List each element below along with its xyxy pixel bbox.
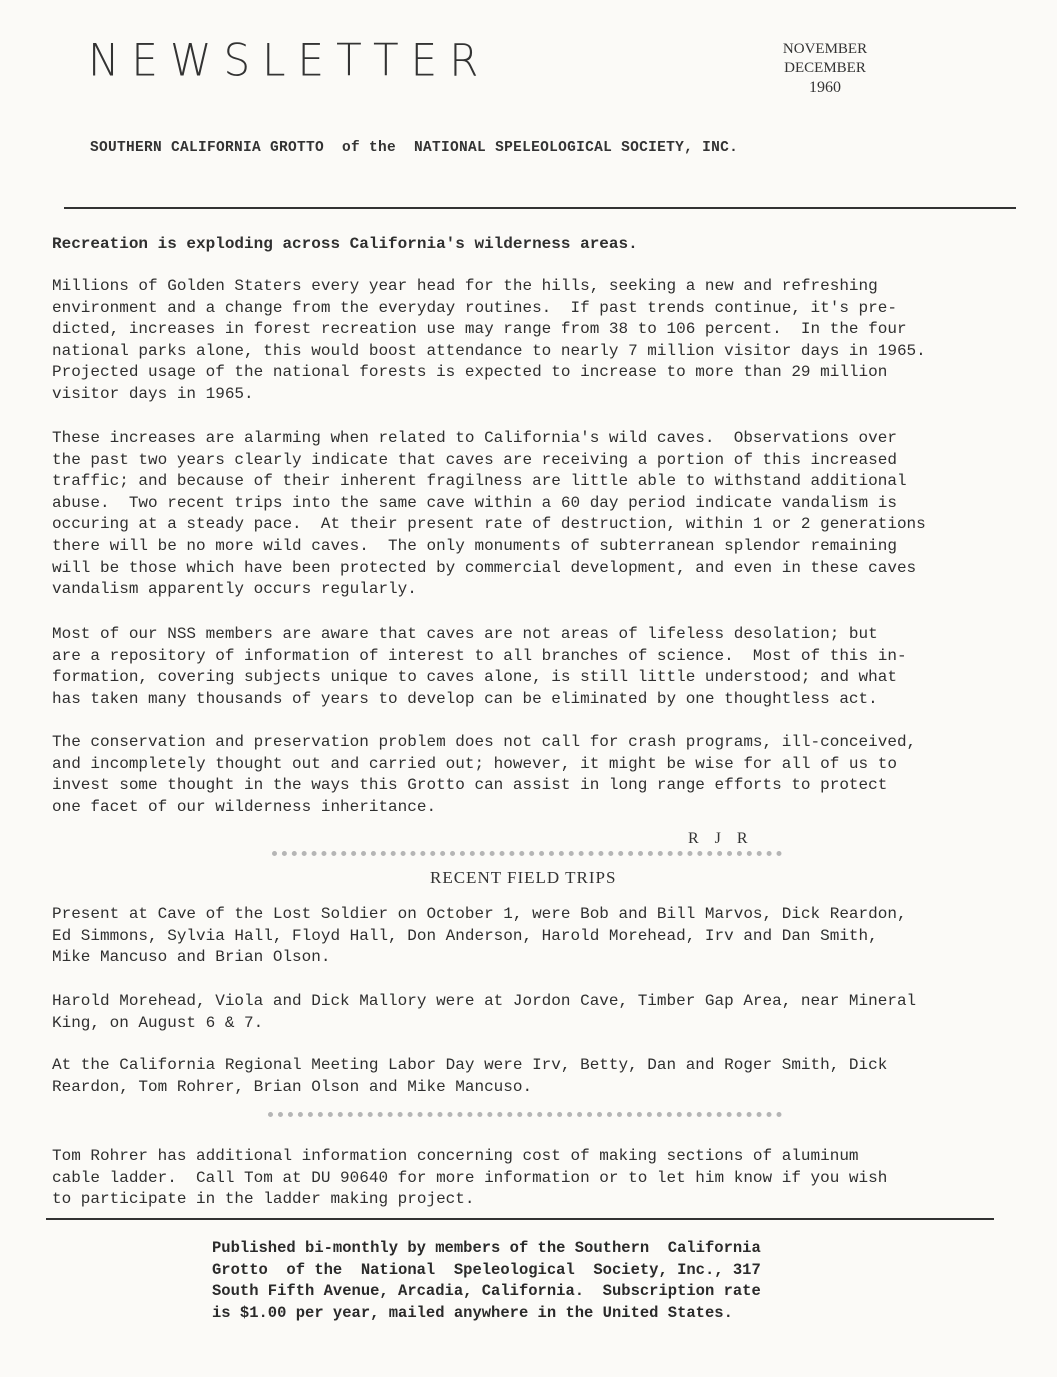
article-paragraph-2: These increases are alarming when related to California's wild caves. Observations over the past two years clearly indicate that caves are receiving a portion of this increased traffic; and because of their inherent fragilness are little able to withstand additional abuse. Two recent trips into the same cave within a 60 day period indicate vandalism is occuring at a steady pace. At their present rate of destruction, within 1 or 2 generations there will be no more wild caves. The only monuments of subterranean splendor remaining will be those which have been protected by commercial development, and even in these caves vandalism apparently occurs regularly. — [52, 429, 926, 599]
publication-info: Published bi-monthly by members of the Southern California Grotto of the National Speleological Society, Inc., 317 South Fifth Avenue, Arcadia, California. Subscription rate is $1.00 per year, mailed anywhere in the United States. — [212, 1239, 761, 1322]
newsletter-title: NEWSLETTER — [88, 34, 491, 87]
article-paragraph-1: Millions of Golden Staters every year head for the hills, seeking a new and refreshing environment and a change from the everyday routines. If past trends continue, it's pre- dicted, increases in forest recreation use may range from 38 to 106 percent. In the four national parks alone, this would boost attendance to nearly 7 million visitor days in 1965. Projected usage of the national forests is expected to increase to more than 29 million visitor days in 1965. — [52, 277, 926, 403]
footer-rule — [46, 1218, 994, 1220]
field-trip-entry-3: At the California Regional Meeting Labor Day were Irv, Betty, Dan and Roger Smith, Dick Reardon, Tom Rohrer, Brian Olson and Mike Mancuso. — [52, 1056, 888, 1096]
issue-month-1: NOVEMBER — [782, 41, 868, 57]
issue-year: 1960 — [809, 79, 841, 96]
header-rule — [64, 207, 1016, 209]
issue-month-2: DECEMBER — [784, 60, 866, 76]
section-divider-2 — [268, 1112, 782, 1117]
author-initials: R J R — [688, 830, 754, 847]
field-trip-entry-2: Harold Morehead, Viola and Dick Mallory were at Jordon Cave, Timber Gap Area, near Mineral King, on August 6 & 7. — [52, 992, 917, 1032]
article-paragraph-3: Most of our NSS members are aware that caves are not areas of lifeless desolation; but are a repository of information of interest to all branches of science. Most of this in- formation, covering subjects unique to caves alone, is still little understood; and what has taken many thousands of years to develop can be eliminated by one thoughtless act. — [52, 625, 907, 708]
field-trips-heading: RECENT FIELD TRIPS — [430, 868, 617, 887]
issue-date — [770, 40, 880, 97]
article-lead: Recreation is exploding across California's wilderness areas. — [52, 235, 638, 253]
section-divider-1 — [272, 851, 782, 856]
organization-line: SOUTHERN CALIFORNIA GROTTO of the NATIONAL SPELEOLOGICAL SOCIETY, INC. — [90, 140, 739, 156]
ladder-notice: Tom Rohrer has additional information concerning cost of making sections of aluminum cable ladder. Call Tom at DU 90640 for more information or to let him know if you wish to participate in the ladder making project. — [52, 1147, 888, 1209]
article-paragraph-4: The conservation and preservation problem does not call for crash programs, ill-conceived, and incompletely thought out and carried out; however, it might be wise for all of us to invest some thought in the ways this Grotto can assist in long range efforts to protect one facet of our wilderness inheritance. — [52, 733, 917, 816]
field-trip-entry-1: Present at Cave of the Lost Soldier on October 1, were Bob and Bill Marvos, Dick Reardon, Ed Simmons, Sylvia Hall, Floyd Hall, Don Anderson, Harold Morehead, Irv and Dan Smith, Mike Mancuso and Brian Olson. — [52, 905, 907, 967]
